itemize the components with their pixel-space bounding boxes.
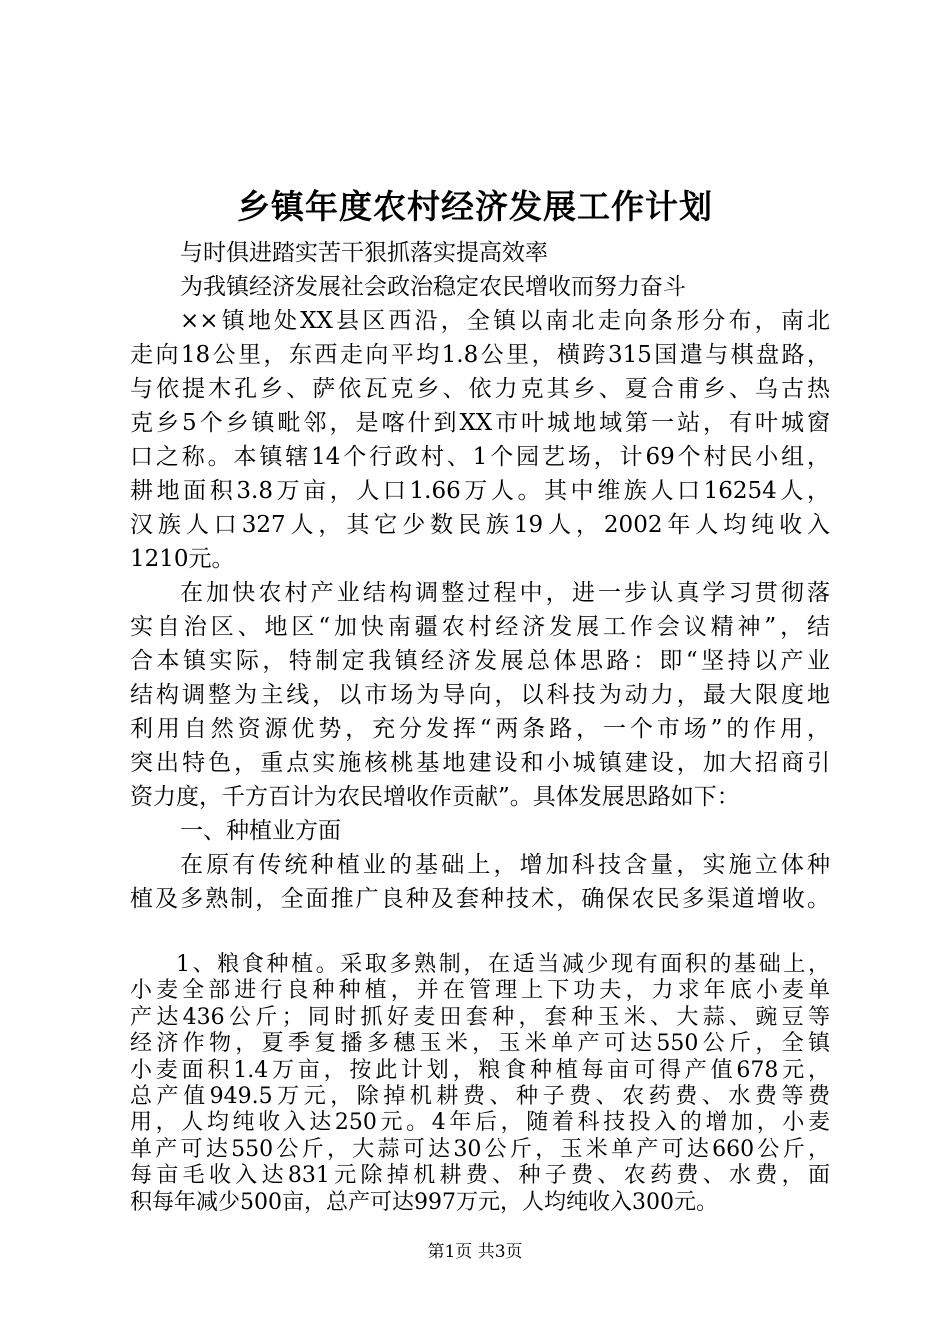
paragraph-line: 合本镇实际，特制定我镇经济发展总体思路：即“坚持以产业	[130, 648, 830, 674]
subtitle-line-1: 与时俱进踏实苦干狠抓落实提高效率	[180, 240, 548, 266]
paragraph-line: 汉族人口327人，其它少数民族19人，2002年人均纯收入	[130, 512, 830, 538]
paragraph-line: 在原有传统种植业的基础上，增加科技含量，实施立体种	[180, 852, 830, 878]
paragraph-line: 小麦面积1.4万亩，按此计划，粮食种植每亩可得产值678元，	[130, 1057, 830, 1083]
paragraph-line: 耕地面积3.8万亩，人口1.66万人。其中维族人口16254人，	[130, 478, 830, 504]
page-footer: 第1页 共3页	[427, 1242, 523, 1262]
paragraph-line: 1、粮食种植。采取多熟制，在适当减少现有面积的基础上，	[176, 952, 830, 977]
paragraph-line: 克乡5个乡镇毗邻，是喀什到XX市叶城地域第一站，有叶城窗	[130, 410, 830, 436]
paragraph-line: 资力度，千方百计为农民增收作贡献”。具体发展思路如下：	[130, 784, 740, 810]
section-heading: 一、种植业方面	[180, 818, 341, 844]
paragraph-line: 在加快农村产业结构调整过程中，进一步认真学习贯彻落	[180, 580, 830, 606]
subtitle-line-2: 为我镇经济发展社会政治稳定农民增收而努力奋斗	[180, 274, 686, 300]
paragraph-line: 经济作物，夏季复播多穗玉米，玉米单产可达550公斤，全镇	[130, 1031, 830, 1057]
paragraph-line: 走向18公里，东西走向平均1.8公里，横跨315国遣与棋盘路，	[130, 342, 830, 368]
paragraph-line: 突出特色，重点实施核桃基地建设和小城镇建设，加大招商引	[130, 750, 830, 776]
paragraph-line: 植及多熟制，全面推广良种及套种技术，确保农民多渠道增收。	[130, 886, 830, 912]
paragraph-line: 1210元。	[130, 546, 235, 572]
paragraph-line: 结构调整为主线，以市场为导向，以科技为动力，最大限度地	[130, 682, 830, 708]
paragraph-line: 产达436公斤；同时抓好麦田套种，套种玉米、大蒜、豌豆等	[130, 1004, 830, 1030]
paragraph-line: 单产可达550公斤，大蒜可达30公斤，玉米单产可达660公斤，	[130, 1136, 830, 1162]
paragraph-line: 用，人均纯收入达250元。4年后，随着科技投入的增加，小麦	[130, 1110, 830, 1136]
paragraph-line: 积每年减少500亩，总产可达997万元，人均纯收入300元。	[130, 1189, 718, 1215]
paragraph-line: 总产值949.5万元，除掉机耕费、种子费、农药费、水费等费	[130, 1084, 830, 1109]
paragraph-line: 口之称。本镇辖14个行政村、1个园艺场，计69个村民小组，	[130, 444, 830, 470]
paragraph-line: 每亩毛收入达831元除掉机耕费、种子费、农药费、水费，面	[130, 1163, 830, 1189]
paragraph-line: 利用自然资源优势，充分发挥“两条路，一个市场”的作用，	[130, 716, 830, 742]
paragraph-line: 与依提木孔乡、萨依瓦克乡、依力克其乡、夏合甫乡、乌古热	[130, 376, 830, 402]
page-title: 乡镇年度农村经济发展工作计划	[237, 187, 713, 226]
paragraph-line: ××镇地处XX县区西沿，全镇以南北走向条形分布，南北	[180, 308, 830, 334]
paragraph-line: 实自治区、地区“加快南疆农村经济发展工作会议精神”，结	[130, 614, 830, 640]
paragraph-line: 小麦全部进行良种种植，并在管理上下功夫，力求年底小麦单	[130, 978, 830, 1004]
